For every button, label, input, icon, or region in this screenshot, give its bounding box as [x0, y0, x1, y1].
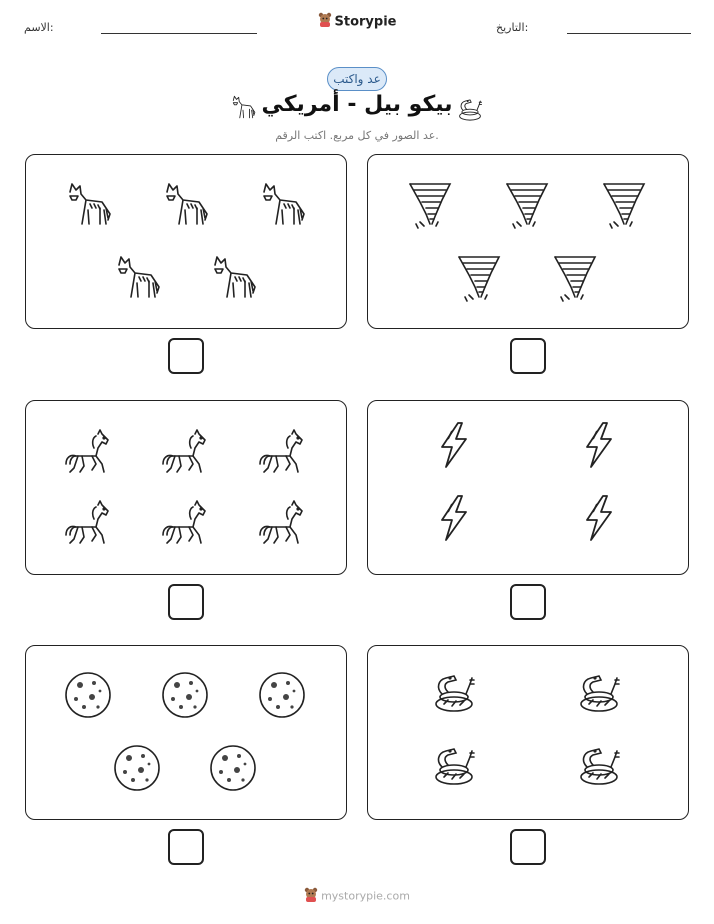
- answer-box-tornado[interactable]: [510, 338, 546, 374]
- wolf-icon: [62, 178, 114, 230]
- answer-box-moon[interactable]: [168, 829, 204, 865]
- horse-icon: [159, 426, 211, 478]
- moon-icon: [256, 669, 308, 721]
- horse-icon: [256, 497, 308, 549]
- answer-box-horse[interactable]: [168, 584, 204, 620]
- name-line[interactable]: [101, 33, 257, 34]
- date-line[interactable]: [567, 33, 691, 34]
- instructions: عد الصور في كل مربع. اكتب الرقم.: [275, 129, 439, 142]
- moon-icon: [207, 742, 259, 794]
- lightning-icon: [573, 492, 625, 544]
- snake-icon: [428, 664, 480, 716]
- lightning-icon: [428, 419, 480, 471]
- tornado-icon: [404, 178, 456, 230]
- lightning-icon: [573, 419, 625, 471]
- snake-icon: [428, 737, 480, 789]
- wolf-icon: [256, 178, 308, 230]
- wolf-icon: [111, 251, 163, 303]
- panel-snake: [367, 645, 689, 820]
- footer: [0, 887, 714, 906]
- horse-icon: [159, 497, 211, 549]
- horse-icon: [62, 497, 114, 549]
- worksheet-title: بيكو بيل - أمريكي: [261, 92, 453, 117]
- moon-icon: [111, 742, 163, 794]
- horse-icon: [256, 426, 308, 478]
- tornado-icon: [453, 251, 505, 303]
- snake-icon: [455, 93, 485, 123]
- footer-url: mystorypie.com: [321, 889, 410, 903]
- tornado-icon: [501, 178, 553, 230]
- moon-icon: [62, 669, 114, 721]
- activity-badge: عد واكتب: [327, 67, 387, 91]
- tornado-icon: [598, 178, 650, 230]
- lightning-icon: [428, 492, 480, 544]
- panel-lightning: [367, 400, 689, 575]
- brand-logo: [0, 12, 714, 32]
- wolf-icon: [159, 178, 211, 230]
- horse-icon: [62, 426, 114, 478]
- snake-icon: [573, 737, 625, 789]
- date-label: التاريخ:: [496, 21, 529, 34]
- bear-logo-icon: [318, 12, 332, 32]
- bear-logo-icon: [304, 887, 318, 906]
- wolf-icon: [207, 251, 259, 303]
- answer-box-lightning[interactable]: [510, 584, 546, 620]
- answer-box-snake[interactable]: [510, 829, 546, 865]
- tornado-icon: [549, 251, 601, 303]
- answer-box-wolf[interactable]: [168, 338, 204, 374]
- moon-icon: [159, 669, 211, 721]
- snake-icon: [573, 664, 625, 716]
- brand-name: Storypie: [334, 14, 397, 30]
- name-label: الاسم:: [24, 21, 54, 34]
